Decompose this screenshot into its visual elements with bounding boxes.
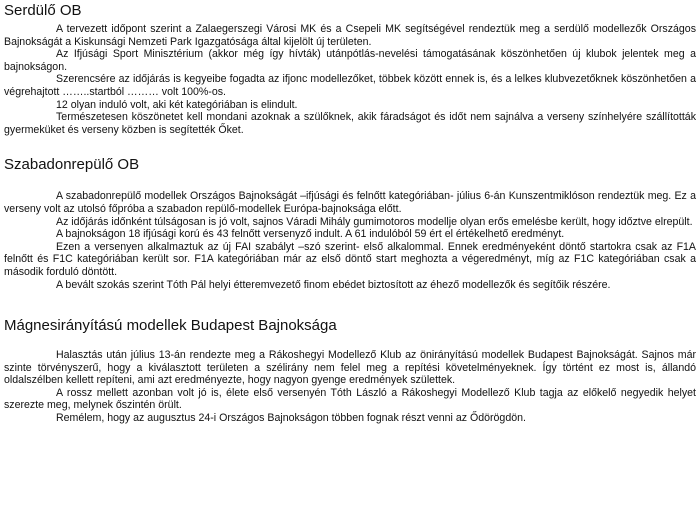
document-page bbox=[4, 0, 696, 425]
paragraph: Az Ifjúsági Sport Minisztérium (akkor még így hívták) utánpótlás-nevelési támogatásának köszönhetően új klubok jelentek meg a bajnokságon. bbox=[4, 48, 696, 73]
paragraph: A szabadonrepülő modellek Országos Bajnokságát –ifjúsági és felnőtt kategóriában- július 6-án Kunszentmiklóson rendeztük meg. Ez a verseny volt az utolsó főpróba a szabadon repülő-modellek Európa-bajnoksága előtt. bbox=[4, 190, 696, 215]
paragraph: Az időjárás időnként túlságosan is jó volt, sajnos Váradi Mihály gumimotoros modellje olyan erős emelésbe került, hogy időztve elrepült. bbox=[56, 215, 693, 228]
paragraph: A tervezett időpont szerint a Zalaegerszegi Városi MK és a Csepeli MK segítségével rendeztük meg a serdülő modellezők Országos Bajnokságát a Kiskunsági Nemzeti Park Igazgatósága által kijelölt új területen. bbox=[4, 23, 696, 48]
section-serdulo-ob bbox=[4, 2, 696, 136]
paragraph: Halasztás után július 13-án rendezte meg a Rákoshegyi Modellező Klub az önirányítású modellek Budapest Bajnokságát. Sajnos már szinte törvényszerű, hogy a kiválasztott területen a szélirány nem felel meg a repítési követelményeknek. Így történt ez most is, állandó oldalszélben kellett repíteni, ami azt eredményezte, hogy nagyon gyenge eredmények születtek. bbox=[4, 349, 696, 387]
paragraph: A bevált szokás szerint Tóth Pál helyi étteremvezető finom ebédet biztosított az éhező modellezők és segítőik részére. bbox=[56, 278, 611, 291]
section-magnesiranyitasu-bb bbox=[4, 317, 696, 425]
paragraph: A rossz mellett azonban volt jó is, élete első versenyén Tóth László a Rákoshegyi Modellező Klub tagja az előkelő negyedik helyet szerezte meg, melynek őszintén örült. bbox=[4, 386, 696, 412]
paragraph: Szerencsére az időjárás is kegyeibe fogadta az ifjonc modellezőket, többek között ennek is, és a lelkes klubvezetőknek köszönhetően a végrehajtott ……..startból ……… volt 100%-os. bbox=[4, 73, 696, 98]
paragraph: Természetesen köszönetet kell mondani azoknak a szülőknek, akik fáradságot és időt nem sajnálva a verseny színhelyére szállították gyermeküket és verseny közben is segítették Őket. bbox=[4, 111, 696, 136]
paragraph: Ezen a versenyen alkalmaztuk az új FAI szabályt –szó szerint- első alkalommal. Ennek eredményeként döntő startokra csak az F1A felnőtt és F1C kategóriában került sor. F1A kategóriában már az első döntő start meghozta a végeredményt, míg az F1C kategóriában csak a második forduló döntött. bbox=[4, 240, 696, 278]
section-title: Mágnesirányítású modellek Budapest Bajnoksága bbox=[4, 317, 337, 335]
paragraph: 12 olyan induló volt, aki két kategóriában is elindult. bbox=[56, 98, 298, 111]
section-title: Serdülő OB bbox=[4, 2, 82, 19]
paragraph: A bajnokságon 18 ifjúsági korú és 43 felnőtt versenyző indult. A 61 indulóból 59 ért el értékelhető eredményt. bbox=[56, 228, 565, 241]
paragraph: Remélem, hogy az augusztus 24-i Országos Bajnokságon többen fognak részt venni az Ődörögdön. bbox=[56, 412, 526, 425]
section-szabadonrepulo-ob bbox=[4, 156, 696, 291]
section-title: Szabadonrepülő OB bbox=[4, 156, 140, 174]
